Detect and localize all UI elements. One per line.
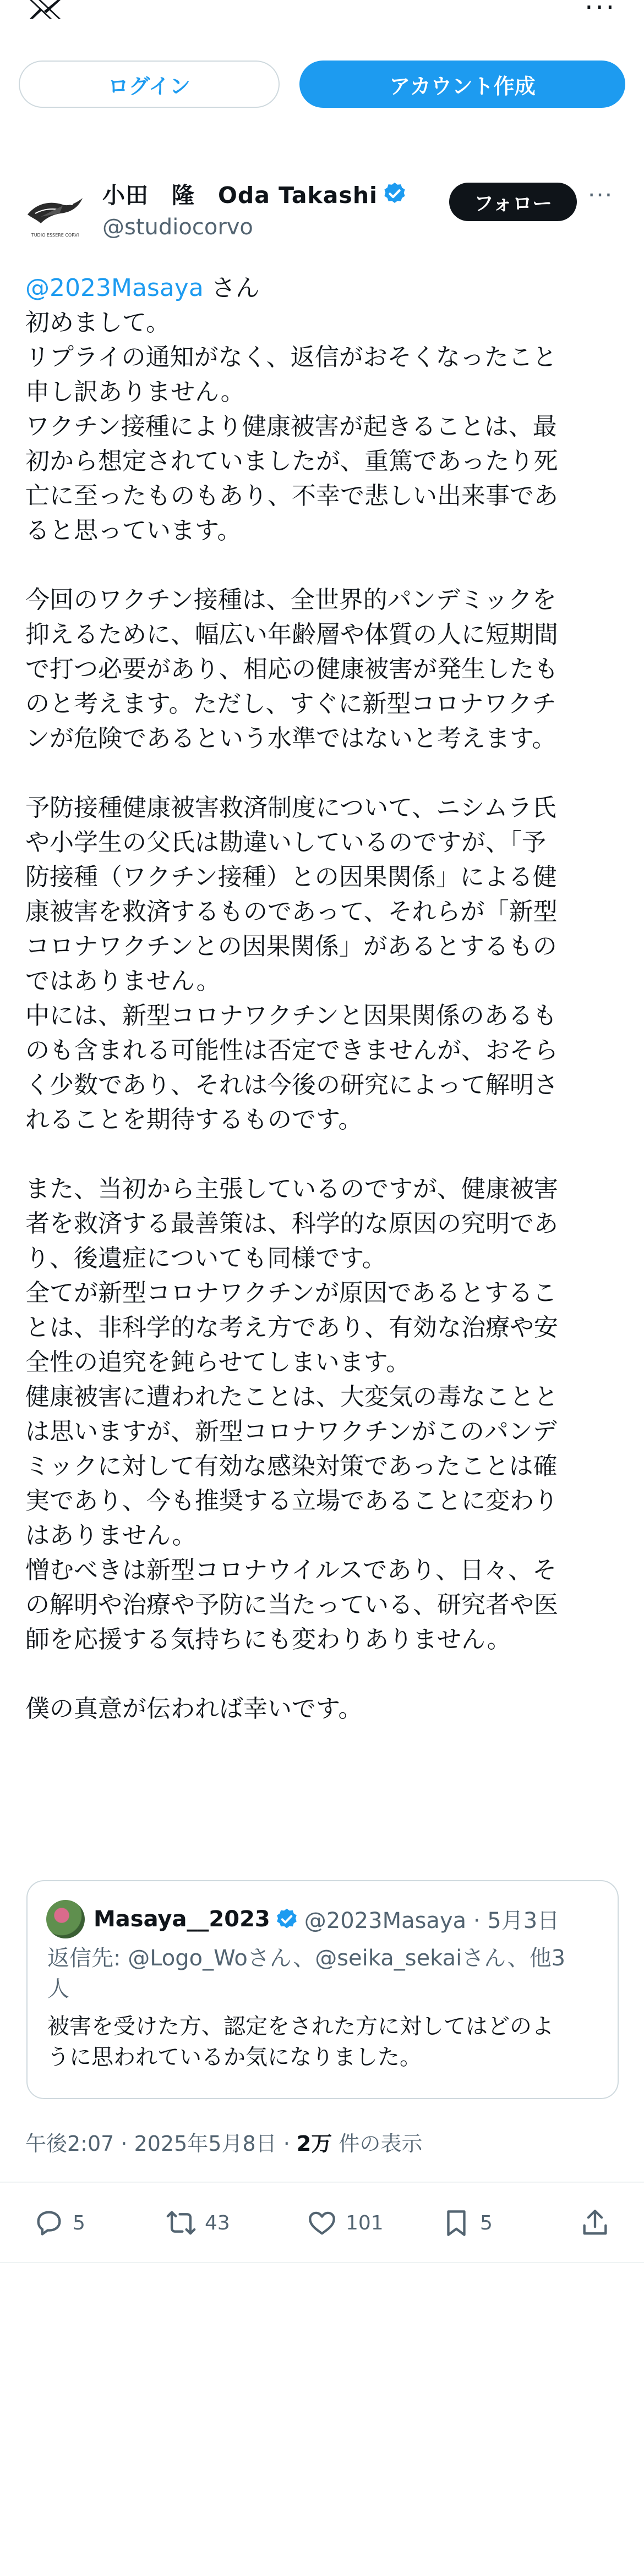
tweet-line: 抑えるために、幅広い年齢層や体質の人に短期間 xyxy=(25,620,558,649)
login-button[interactable]: ログイン xyxy=(19,61,280,108)
repost-button[interactable] xyxy=(165,2207,230,2239)
tweet-line: 憎むべきは新型コロナウイルスであり、日々、そ xyxy=(25,1556,557,1584)
tweet-line xyxy=(25,1137,620,1172)
action-bar xyxy=(0,2199,644,2247)
tweet-line: 全性の追究を鈍らせてしまいます。 xyxy=(25,1348,411,1376)
tweet-time-date[interactable]: 午後2:07 · 2025年5月8日 · xyxy=(25,2132,297,2156)
tweet-line: リプライの通知がなく、返信がおそくなったこと xyxy=(25,343,557,371)
view-count: 2万 xyxy=(296,2132,332,2156)
verified-badge-icon xyxy=(382,181,407,206)
tweet-line: や小学生の父氏は勘違いしているのですが、「予 xyxy=(25,828,546,856)
quoted-author-avatar xyxy=(46,1900,85,1938)
reply-count: 5 xyxy=(73,2211,85,2234)
quoted-tweet-card[interactable] xyxy=(26,1880,619,2099)
tweet-line: は思いますが、新型コロナワクチンがこのパンデ xyxy=(25,1418,557,1446)
tweet-line: ワクチン接種により健康被害が起きることは、最 xyxy=(25,413,557,441)
author-avatar[interactable] xyxy=(24,182,86,243)
repost-count: 43 xyxy=(205,2211,230,2234)
tweet-line: 予防接種健康被害救済制度について、ニシムラ氏 xyxy=(25,794,556,822)
bookmark-count: 5 xyxy=(480,2211,493,2234)
bookmark-button[interactable] xyxy=(440,2207,493,2239)
tweet-line: ミックに対して有効な感染対策であったことは確 xyxy=(25,1452,558,1480)
tweet-line: で打つ必要があり、相応の健康被害が発生したも xyxy=(25,655,558,683)
tweet-line: 全てが新型コロナワクチンが原因であるとするこ xyxy=(25,1279,557,1307)
more-options-icon[interactable]: ··· xyxy=(585,0,616,23)
share-icon xyxy=(579,2207,611,2239)
tweet-line: とは、非科学的な考え方であり、有効な治療や安 xyxy=(25,1314,558,1342)
author-handle[interactable]: @studiocorvo xyxy=(102,215,253,240)
tweet-line: 中には、新型コロナワクチンと因果関係のあるも xyxy=(25,1002,557,1030)
post-more-icon[interactable]: ··· xyxy=(588,182,614,208)
reply-to-line: 返信先: @Logo_Woさん、@seika_sekaiさん、他3 xyxy=(47,1946,566,1971)
tweet-line: 者を救済する最善策は、科学的な原因の究明であ xyxy=(25,1210,558,1238)
tweet-line: 初めまして。 xyxy=(25,309,171,337)
tweet-line xyxy=(25,1657,620,1691)
tweet-line: 申し訳ありません。 xyxy=(25,378,245,406)
follow-button[interactable]: フォロー xyxy=(449,183,577,221)
tweet-line: 実であり、今も推奨する立場であることに変わり xyxy=(25,1487,558,1515)
quoted-text-line: うに思われているか気になりました。 xyxy=(47,2045,422,2070)
quoted-author-name: Masaya__2023 xyxy=(94,1906,270,1932)
tweet-line: ンが危険であるという水準ではないと考えます。 xyxy=(25,724,556,753)
tweet-line xyxy=(25,548,620,583)
view-count-suffix: 件の表示 xyxy=(332,2132,423,2156)
like-count: 101 xyxy=(346,2211,384,2234)
divider xyxy=(0,2182,644,2183)
bookmark-icon xyxy=(440,2207,472,2239)
tweet-line: り、後遺症についても同様です。 xyxy=(25,1244,386,1272)
reply-to-line: 人 xyxy=(47,1976,69,2002)
verified-badge-icon xyxy=(275,1907,299,1931)
tweet-line: 僕の真意が伝われば幸いです。 xyxy=(25,1695,363,1723)
x-logo-icon[interactable] xyxy=(28,0,63,19)
repost-icon xyxy=(165,2207,197,2239)
mention-link[interactable]: @2023Masaya xyxy=(25,274,204,302)
author-name-row xyxy=(102,177,407,210)
tweet-line: ではありません。 xyxy=(25,967,221,995)
quoted-text-line: 被害を受けた方、認定をされた方に対してはどのよ xyxy=(47,2014,554,2039)
tweet-line: 康被害を救済するものであって、それらが「新型 xyxy=(25,898,558,926)
tweet-line xyxy=(25,756,620,790)
tweet-line: 健康被害に遭われたことは、大変気の毒なことと xyxy=(25,1383,558,1411)
quoted-reply-to xyxy=(47,1943,603,2004)
tweet-line: の解明や治療や予防に当たっている、研究者や医 xyxy=(25,1591,558,1619)
avatar-caption: TUDIO ESSERE CORVI xyxy=(31,233,79,238)
tweet-line: のと考えます。ただし、すぐに新型コロナワクチ xyxy=(25,690,556,718)
quoted-tweet-text xyxy=(47,2011,603,2073)
tweet-line: 初から想定されていましたが、重篤であったり死 xyxy=(25,447,558,475)
tweet-line: また、当初から主張しているのですが、健康被害 xyxy=(25,1175,558,1203)
tweet-line: コロナワクチンとの因果関係」があるとするもの xyxy=(25,932,557,960)
tweet-greeting-line xyxy=(25,271,620,305)
top-bar xyxy=(0,0,644,39)
author-display-name[interactable]: 小田 隆 Oda Takashi xyxy=(102,182,378,208)
quoted-tweet-meta: @2023Masaya · 5月3日 xyxy=(304,1908,560,1934)
tweet-line: のも含まれる可能性は否定できませんが、おそら xyxy=(25,1036,558,1064)
tweet-lines xyxy=(25,305,620,1726)
tweet-text xyxy=(25,271,620,1726)
tweet-line: れることを期待するものです。 xyxy=(25,1106,363,1134)
share-button[interactable] xyxy=(579,2207,619,2239)
tweet-line: 師を応援する気持ちにも変わりありません。 xyxy=(25,1625,511,1654)
tweet-timestamp xyxy=(25,2127,422,2157)
tweet-line: はありません。 xyxy=(25,1522,197,1550)
tweet-line: ると思っています。 xyxy=(25,517,242,545)
reply-button[interactable] xyxy=(33,2207,85,2239)
tweet-line: 防接種（ワクチン接種）との因果関係」による健 xyxy=(25,863,557,891)
reply-icon xyxy=(33,2207,65,2239)
tweet-line: く少数であり、それは今後の研究によって解明さ xyxy=(25,1071,558,1099)
like-button[interactable] xyxy=(306,2207,384,2239)
mention-suffix: さん xyxy=(203,274,260,302)
heart-icon xyxy=(306,2207,338,2239)
create-account-button[interactable]: アカウント作成 xyxy=(299,61,625,108)
divider xyxy=(0,2262,644,2263)
quoted-tweet-header xyxy=(94,1903,559,1935)
tweet-line: 亡に至ったものもあり、不幸で悲しい出来事であ xyxy=(25,482,558,510)
tweet-line: 今回のワクチン接種は、全世界的パンデミックを xyxy=(25,586,556,614)
